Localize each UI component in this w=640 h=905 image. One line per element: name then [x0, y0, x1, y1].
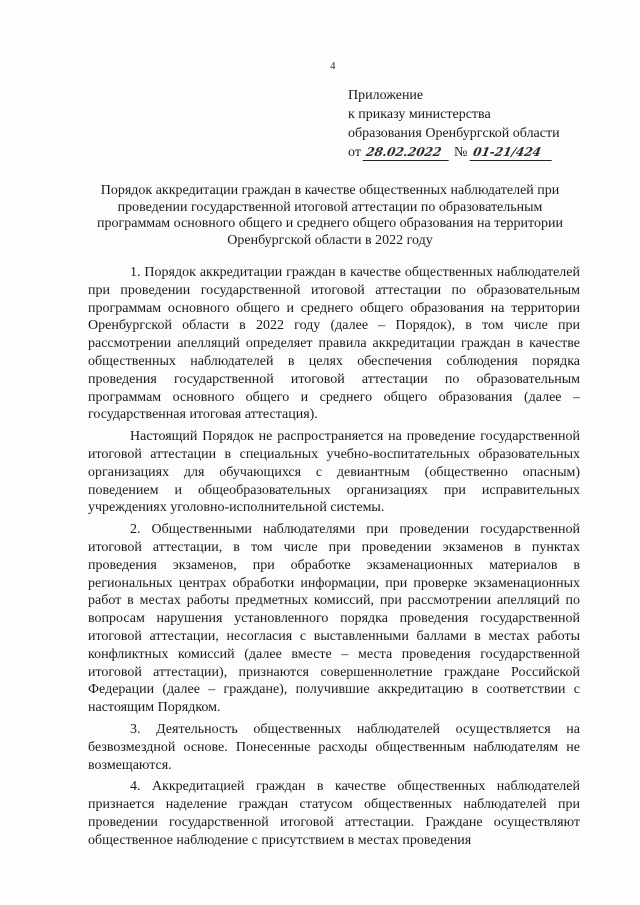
paragraph-1: 1. Порядок аккредитации граждан в качестве общественных наблюдателей при проведении государственной итоговой аттестации по образовательным программам основного общего и среднего общего образования на территории Оренбургской области в 2022 году (далее – Порядок), в том числе при рассмотрении апелляций определяет правила аккредитации граждан в качестве общественных наблюдателей в целях обеспечения соблюдения порядка проведения государственной итоговой аттестации по образовательным программам основного общего и среднего общего образования (далее – государственная итоговая аттестация).	[88, 265, 580, 423]
from-label: от	[348, 145, 361, 160]
paragraph-3: 2. Общественными наблюдателями при проведении государственной итоговой аттестации, в том числе при проведении экзаменов в пунктах проведения экзаменов, при обработке экзаменационных материалов в региональных центрах обработки информации, при проверке экзаменационных работ в местах работы предметных комиссий, при рассмотрении апелляций по вопросам нарушения установленного порядка проведения государственной итоговой аттестации, несогласия с выставленными баллами в местах работы конфликтных комиссий (далее вместе – места проведения государственной итоговой аттестации), признаются совершеннолетние граждане Российской Федерации (далее – граждане), получившие аккредитацию в соответствии с настоящим Порядком.	[88, 522, 580, 716]
paragraph-2: Настоящий Порядок не распространяется на проведение государственной итоговой аттестации в специальных учебно-воспитательных образовательных организациях для обучающихся с девиантным (общественно опасным) поведением и общеобразовательных организациях при исправительных учреждениях уголовно-исполнительной системы.	[88, 429, 580, 516]
appendix-block	[348, 86, 598, 162]
appendix-line-2: к приказу министерства	[348, 107, 491, 122]
paragraph-4: 3. Деятельность общественных наблюдателей осуществляется на безвозмездной основе. Понесенные расходы общественным наблюдателям не возмещаются.	[88, 721, 580, 773]
appendix-line-1: Приложение	[348, 88, 424, 103]
document-title: Порядок аккредитации граждан в качестве общественных наблюдателей при проведении государственной итоговой аттестации по образовательным программам основного общего и среднего общего образования на территории Оренбургской области в 2022 году	[97, 183, 563, 248]
order-date: 28.02.2022	[363, 145, 452, 161]
order-number: 01-21/424	[469, 145, 554, 161]
appendix-date-number-line	[348, 143, 598, 162]
paragraph-5: 4. Аккредитацией граждан в качестве общественных наблюдателей признается наделение граждан статусом общественных наблюдателей при проведении государственной итоговой аттестации. Граждане осуществляют общественное наблюдение с присутствием в местах проведения	[88, 779, 580, 848]
appendix-line-3: образования Оренбургской области	[348, 126, 560, 141]
document-body	[88, 264, 580, 850]
page-number: 4	[330, 60, 336, 72]
number-label: №	[453, 145, 468, 160]
